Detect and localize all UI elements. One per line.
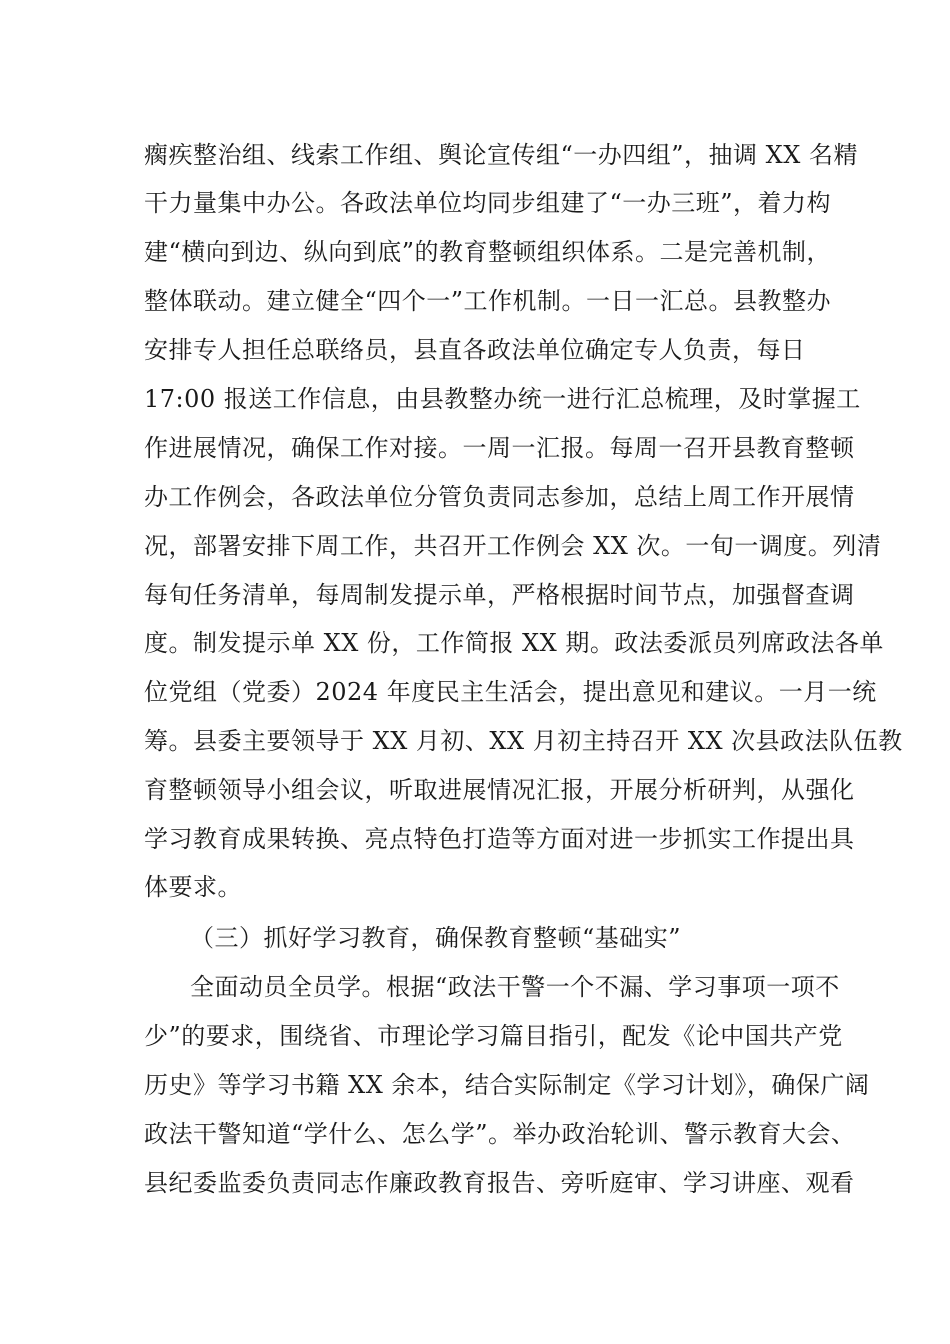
text-line: 建“横向到边、纵向到底”的教育整顿组织体系。二是完善机制，	[144, 238, 832, 266]
text-line: 安排专人担任总联络员，县直各政法单位确定专人负责，每日	[144, 336, 806, 364]
text-line: 县纪委监委负责同志作廉政教育报告、旁听庭审、学习讲座、观看	[144, 1169, 855, 1197]
text-line: 位党组（党委）2024 年度民主生活会，提出意见和建议。一月一统	[144, 678, 877, 706]
text-line: 筹。县委主要领导于 XX 月初、XX 月初主持召开 XX 次县政法队伍教	[144, 727, 903, 755]
text-line: 况，部署安排下周工作，共召开工作例会 XX 次。一旬一调度。列清	[144, 532, 882, 560]
paragraph-first-line: 全面动员全员学。根据“政法干警一个不漏、学习事项一项不	[190, 973, 840, 1001]
text-line: 度。制发提示单 XX 份，工作简报 XX 期。政法委派员列席政法各单	[144, 629, 884, 657]
text-line: 办工作例会，各政法单位分管负责同志参加，总结上周工作开展情	[144, 483, 855, 511]
text-line: 历史》等学习书籍 XX 余本，结合实际制定《学习计划》，确保广阔	[144, 1071, 870, 1099]
text-line: 干力量集中办公。各政法单位均同步组建了“一办三班”，着力构	[144, 189, 832, 217]
text-line: 整体联动。建立健全“四个一”工作机制。一日一汇总。县教整办	[144, 287, 832, 315]
text-line: 体要求。	[144, 873, 242, 901]
text-line: 瘸疾整治组、线索工作组、舆论宣传组“一办四组”，抽调 XX 名精	[144, 141, 858, 169]
text-line: 学习教育成果转换、亮点特色打造等方面对进一步抓实工作提出具	[144, 825, 855, 853]
text-line: 17:00 报送工作信息，由县教整办统一进行汇总梳理，及时掌握工	[144, 385, 861, 413]
text-line: 育整顿领导小组会议，听取进展情况汇报，开展分析研判，从强化	[144, 776, 855, 804]
text-line: 作进展情况，确保工作对接。一周一汇报。每周一召开县教育整顿	[144, 434, 855, 462]
section-heading: （三）抓好学习教育，确保教育整顿“基础实”	[190, 924, 682, 952]
text-line: 政法干警知道“学什么、怎么学”。举办政治轮训、警示教育大会、	[144, 1120, 856, 1148]
text-line: 少”的要求，围绕省、市理论学习篇目指引，配发《论中国共产党	[144, 1022, 843, 1050]
text-line: 每旬任务清单，每周制发提示单，严格根据时间节点，加强督查调	[144, 581, 855, 609]
